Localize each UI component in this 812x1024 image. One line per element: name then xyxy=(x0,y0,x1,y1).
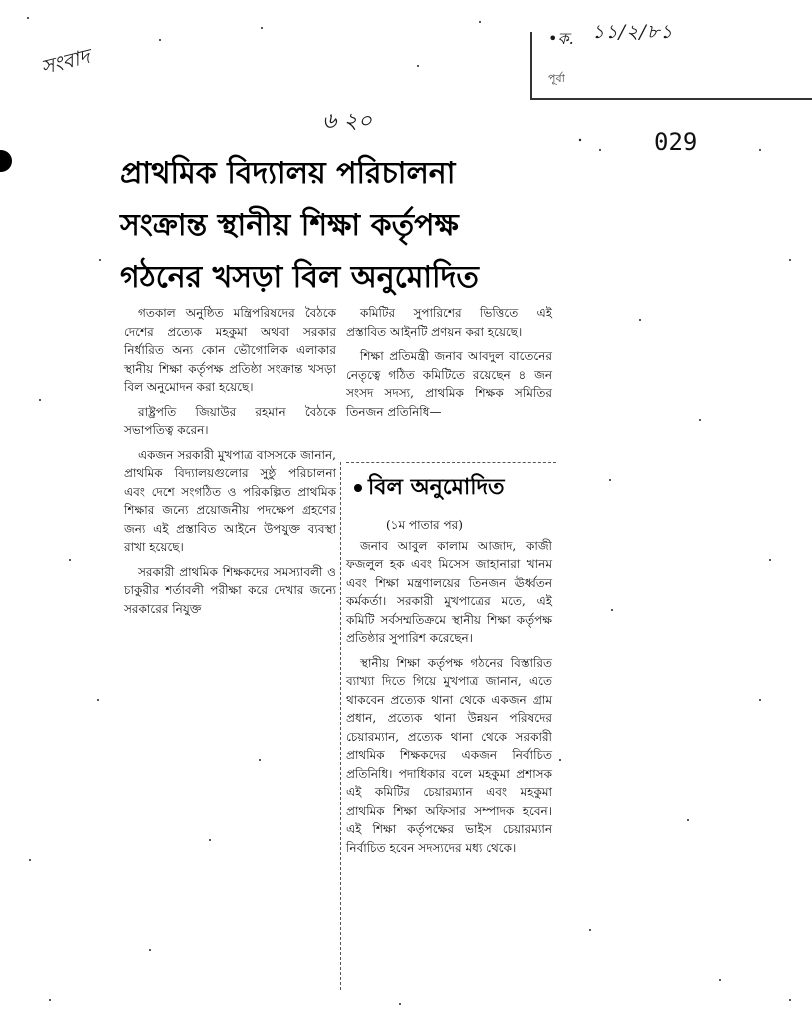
column-divider xyxy=(340,462,341,990)
right-paragraph-2: শিক্ষা প্রতিমন্ত্রী জনাব আবদুল বাতেনের নেতৃত্বে গঠিত কমিটিতে রয়েছেন ৪ জন সংসদ সদস্য, প্রাথমিক শিক্ষক সমিতির তিনজন প্রতিনিধি— xyxy=(346,349,552,419)
continuation-column xyxy=(346,516,552,863)
bullet-icon xyxy=(354,484,362,492)
left-paragraph-1: গতকাল অনুষ্ঠিত মন্ত্রিপরিষদের বৈঠকে দেশের প্রত্যেক মহকুমা অথবা সরকার নির্ধারিত অন্য কোন ভৌগোলিক এলাকার স্থানীয় শিক্ষা কর্তৃপক্ষ প্রতিষ্ঠা সংক্রান্ত খসড়া বিল অনুমোদন করা হয়েছে। xyxy=(124,306,336,394)
date-handwriting: ১১/২/৮১ xyxy=(592,21,674,43)
article-right-column-top xyxy=(346,304,552,427)
headline-line-3: গঠনের খসড়া বিল অনুমোদিত xyxy=(120,260,479,295)
headline-line-2: সংক্রান্ত স্থানীয় শিক্ষা কর্তৃপক্ষ xyxy=(120,208,459,243)
continuation-paragraph-1: জনাব আবুল কালাম আজাদ, কাজী ফজলুল হক এবং মিসেস জাহানারা খানম এবং শিক্ষা মন্ত্রণালয়ের তিনজন ঊর্ধ্বতন কর্মকর্তা। সরকারী মুখপাত্রের মতে, এই কমিটি সর্বসম্মতিক্রমে স্থানীয় শিক্ষা কর্তৃপক্ষ প্রতিষ্ঠার সুপারিশ করেছেন। xyxy=(346,538,552,645)
left-paragraph-4: সরকারী প্রাথমিক শিক্ষকদের সমস্যাবলী ও চাকুরীর শর্তাবলী পরীক্ষা করে দেখার জন্যে সরকারের নিযুক্ত xyxy=(124,564,336,616)
continuation-paragraph-2: স্থানীয় শিক্ষা কর্তৃপক্ষ গঠনের বিস্তারিত ব্যাখ্যা দিতে গিয়ে মুখপাত্র জানান, এতে থাকবেন প্রত্যেক থানা থেকে একজন গ্রাম প্রধান, প্রত্যেক থানা উন্নয়ন পরিষদের চেয়ারম্যান, প্রত্যেক থানা থেকে সরকারী প্রাথমিক শিক্ষকদের একজন নির্বাচিত প্রতিনিধি। পদাধিকার বলে মহকুমা প্রশাসক এই কমিটির চেয়ারম্যান এবং মহকুমা প্রাথমিক শিক্ষা অফিসার সম্পাদক হবেন। এই শিক্ষা কর্তৃপক্ষের ভাইস চেয়ারম্যান নির্বাচিত হবেন সদস্যদের মধ্য থেকে। xyxy=(346,655,552,855)
reference-handwriting: ৬ ২০ xyxy=(322,109,372,134)
stamp-sub-text: পূর্বা xyxy=(548,72,565,85)
left-paragraph-3: একজন সরকারী মুখপাত্র বাসসকে জানান, প্রাথমিক বিদ্যালয়গুলোর সুষ্ঠু পরিচালনা এবং দেশে সংগঠিত ও পরিকল্পিত প্রাথমিক শিক্ষার জন্যে প্রয়োজনীয় পদক্ষেপ গ্রহণের জন্য এই প্রস্তাবিত আইনে উপযুক্ত ব্যবস্থা রাখা হয়েছে। xyxy=(124,447,336,554)
newspaper-name-handwriting: সংবাদ xyxy=(38,44,93,80)
headline-line-1: প্রাথমিক বিদ্যালয় পরিচালনা xyxy=(120,156,456,191)
right-paragraph-1: কমিটির সুপারিশের ভিত্তিতে এই প্রস্তাবিত আইনটি প্রণয়ন করা হয়েছে। xyxy=(346,306,552,339)
article-left-column xyxy=(124,304,336,624)
continuation-page-note: (১ম পাতার পর) xyxy=(386,518,463,532)
continuation-heading xyxy=(354,470,505,507)
document-number: 029 xyxy=(654,128,698,156)
stamp-mark: •ক. xyxy=(548,29,574,48)
continuation-box-top-rule xyxy=(346,462,556,463)
continuation-heading-text: বিল অনুমোদিত xyxy=(368,474,505,500)
left-paragraph-2: রাষ্ট্রপতি জিয়াউর রহমান বৈঠকে সভাপতিত্ব করেন। xyxy=(124,404,336,437)
headline xyxy=(120,148,580,304)
punch-hole xyxy=(0,150,12,172)
